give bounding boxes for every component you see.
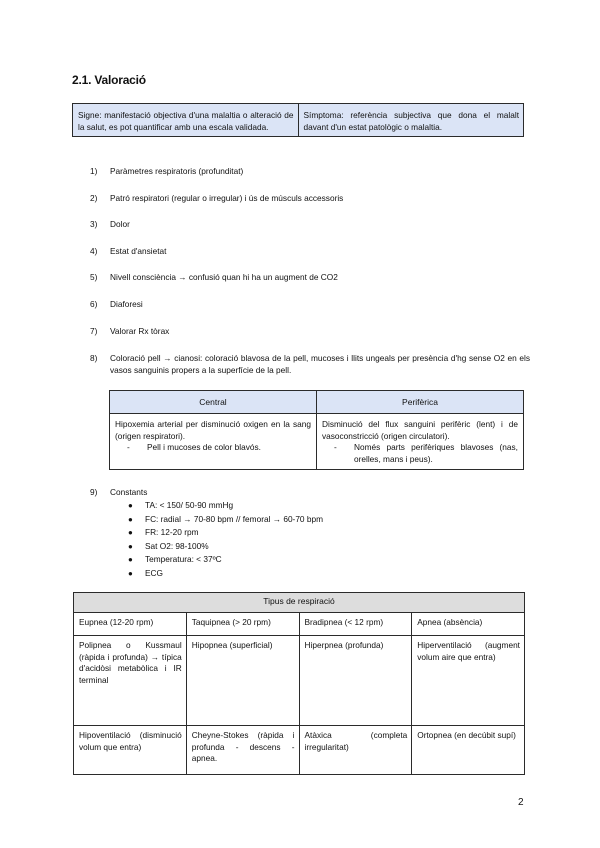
list-item-number: 4) [90, 246, 98, 256]
cianosi-central-cell [110, 414, 317, 470]
constant-text: FR: 12-20 rpm [145, 527, 199, 537]
bullet-icon: ● [128, 541, 133, 551]
constant-text: Temperatura: < 37ºC [145, 554, 222, 564]
constant-item [128, 499, 323, 513]
dash-marker: - [334, 442, 337, 452]
cianosi-central-text: Hipoxemia arterial per disminució oxigen en la sang (origen respiratori). [115, 419, 311, 441]
respiracio-table-title: Tipus de respiració [74, 593, 525, 613]
simptoma-definition: Símptoma: referència subjectiva que dona el malalt davant d'un estat patològic o malaltia. [298, 104, 524, 137]
respiracio-cell: Polipnea o Kussmaul (ràpida i profunda) → típica d'acidòsi metabòlica i IR terminal [74, 636, 187, 726]
respiracio-cell: Hipopnea (superficial) [186, 636, 299, 726]
respiracio-header: Taquipnea (> 20 rpm) [186, 613, 299, 636]
list-item-text: Constants [110, 487, 148, 497]
cianosi-central-subitem [115, 442, 311, 454]
list-item-number: 9) [90, 487, 98, 497]
bullet-icon: ● [128, 501, 133, 510]
signe-definition: Signe: manifestació objectiva d'una malaltia o alteració de la salut, es pot quantificar amb una escala validada. [73, 104, 299, 137]
list-item-text: Nivell consciència → confusió quan hi ha un augment de CO2 [110, 272, 338, 282]
respiracio-header: Bradipnea (< 12 rpm) [299, 613, 412, 636]
list-item-text: Patró respiratori (regular o irregular) i ús de músculs accessoris [110, 193, 344, 203]
respiracio-cell: Hiperpnea (profunda) [299, 636, 412, 726]
constant-item [128, 567, 323, 581]
respiracio-cell: Hipoventilació (disminució volum que entra) [74, 726, 187, 775]
bullet-icon: ● [128, 528, 133, 537]
respiracio-cell: Hiperventilació (augment volum aire que entra) [412, 636, 525, 726]
constant-text: TA: < 150/ 50-90 mmHg [145, 500, 234, 510]
list-item-number: 1) [90, 166, 98, 176]
cianosi-header-periferica: Perifèrica [317, 391, 524, 414]
list-item-text: Diaforesi [110, 299, 143, 309]
cianosi-periferica-subitem [322, 442, 518, 465]
bullet-icon: ● [128, 568, 133, 578]
respiracio-header: Apnea (absència) [412, 613, 525, 636]
bullet-icon: ● [128, 555, 133, 564]
respiracio-cell: Cheyne-Stokes (ràpida i profunda - descens - apnea. [186, 726, 299, 775]
section-heading: 2.1. Valoració [72, 73, 146, 87]
cianosi-periferica-text: Disminució del flux sanguini perifèric (lent) i de vasoconstricció (origen circulatori). [322, 419, 518, 441]
constant-item [128, 540, 323, 554]
constant-item [128, 513, 323, 527]
list-item-number: 3) [90, 219, 98, 229]
bullet-icon: ● [128, 514, 133, 524]
list-item-number: 7) [90, 326, 98, 336]
list-item-text: Paràmetres respiratoris (profunditat) [110, 166, 244, 176]
cianosi-periferica-subtext: Només parts perifèriques blavoses (nas, orelles, mans i peus). [354, 442, 518, 464]
dash-marker: - [127, 442, 130, 452]
respiracio-cell: Ortopnea (en decúbit supí) [412, 726, 525, 775]
constant-item [128, 553, 323, 567]
respiracio-header: Eupnea (12-20 rpm) [74, 613, 187, 636]
list-item-number: 8) [90, 353, 98, 363]
list-item-text: Coloració pell → cianosi: coloració blavosa de la pell, mucoses i llits ungeals per presència d'hg sense O2 en els vasos sanguinis propers a la superfície de la pell. [110, 353, 530, 375]
cianosi-central-subtext: Pell i mucoses de color blavós. [147, 442, 261, 452]
page-number: 2 [518, 797, 524, 808]
respiracio-table [73, 592, 525, 775]
list-item-text: Dolor [110, 219, 130, 229]
constant-text: Sat O2: 98-100% [145, 540, 209, 551]
constants-list [128, 499, 323, 580]
list-item-number: 2) [90, 193, 98, 203]
constant-item [128, 526, 323, 540]
definitions-table [72, 103, 524, 137]
cianosi-periferica-cell [317, 414, 524, 470]
cianosi-header-central: Central [110, 391, 317, 414]
list-item-text: Estat d'ansietat [110, 246, 167, 256]
respiracio-cell: Atàxica (completa irregularitat) [299, 726, 412, 775]
constant-text: ECG [145, 567, 163, 578]
list-item-number: 5) [90, 272, 98, 282]
cianosi-table [109, 390, 524, 470]
list-item-text: Valorar Rx tòrax [110, 326, 170, 336]
list-item-number: 6) [90, 299, 98, 309]
constant-text: FC: radial → 70-80 bpm // femoral → 60-70 bpm [145, 513, 323, 524]
